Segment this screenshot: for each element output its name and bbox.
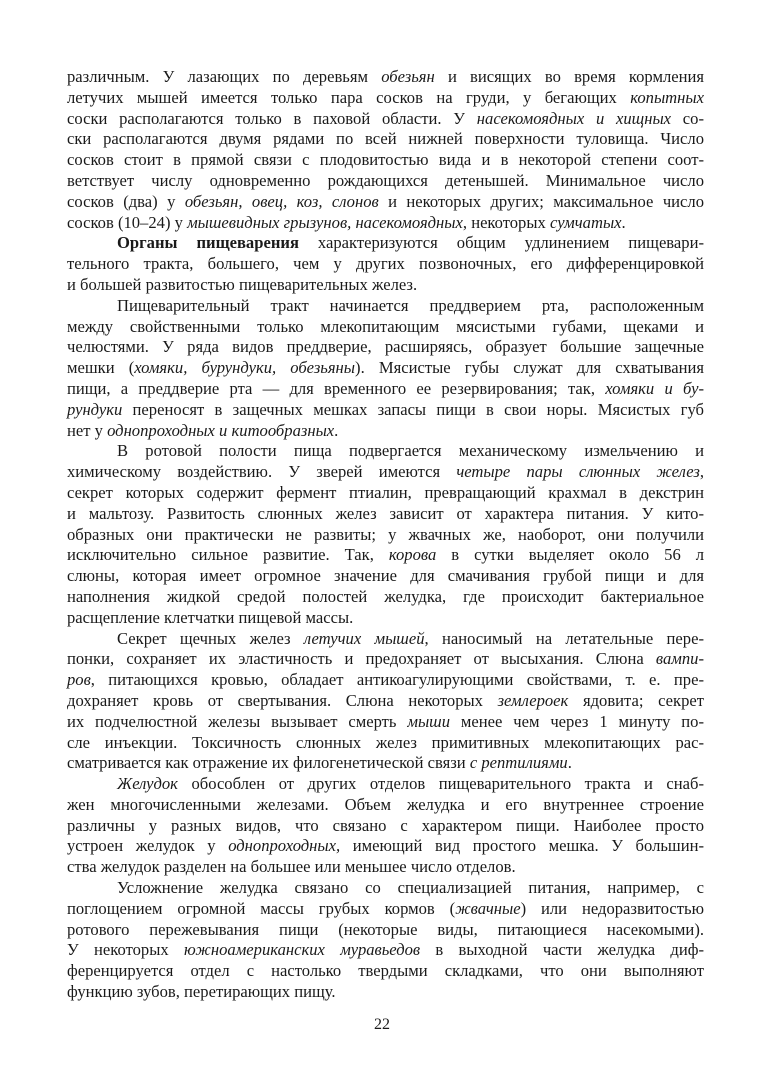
italic-term: мыши [407,711,451,731]
text-run: наполнения жидкой средой полостей желудка, где происходит бактериальное [67,586,704,606]
italic-term: однопроходных и китообразных [107,420,335,440]
italic-term: вампи- [655,649,704,669]
text-line [67,920,704,941]
text-line [67,649,704,670]
text-run: функцию зубов, перетирающих пищу. [67,982,336,1002]
italic-term: однопроходных, [228,836,341,856]
paragraph [67,878,704,1003]
text-line [67,712,704,733]
text-run: Пищеварительный тракт начинается преддверием рта, расположенным [117,295,704,315]
text-line [67,753,704,774]
italic-term: обезьян, овец, коз, слонов [184,191,379,211]
text-run: Усложнение желудка связано со специализацией питания, например, с [117,878,704,898]
text-line [67,587,704,608]
text-line [67,379,704,400]
text-line [67,899,704,920]
text-run: нет у [67,420,108,440]
text-run: ветствует числу одновременно рождающихся детенышей. Минимальное число [67,170,704,190]
text-run: ). Мясистые губы служат для схватывания [355,358,704,378]
text-line [67,462,704,483]
italic-term: мышевидных грызунов, насекомоядных [187,212,463,232]
text-run: образных они практически не развиты; у жвачных же, наоборот, они получили [67,524,704,544]
text-run: поглощением огромной массы грубых кормов ( [67,898,456,918]
text-line [67,317,704,338]
text-run: летучих мышей имеется только пара сосков на груди, у бегающих [67,87,631,107]
text-run: имеющий вид простого мешка. У большин- [340,836,704,856]
text-line [67,733,704,754]
italic-term: землероек [497,690,569,710]
italic-term: рундуки [67,399,123,419]
text-line [67,358,704,379]
text-run: между свойственными только млекопитающим мясистыми губами, щеками и [67,316,704,336]
text-run: , питающихся кровью, обладает антикоагулирующими свойствами, т. е. пре- [90,670,704,690]
text-run: переносят в защечных мешках запасы пищи в свои норы. Мясистых губ [122,399,704,419]
text-line [67,483,704,504]
paragraph [67,296,704,442]
text-run: ядовита; секрет [568,690,704,710]
text-run: и большей развитостью пищеварительных желез. [67,274,418,294]
italic-term: корова [388,545,437,565]
text-run: челюстями. У ряда видов преддверие, расширяясь, образует большие защечные [67,337,704,357]
italic-term: копытных [630,87,704,107]
text-line [67,213,704,234]
italic-term: сумчатых [549,212,622,232]
text-run: характеризуются общим удлинением пищевари- [298,233,704,253]
text-line [67,525,704,546]
text-run: их подчелюстной железы вызывает смерть [67,711,408,731]
text-line [67,233,704,254]
paragraph [67,67,704,233]
italic-term: четыре пары слюнных желез [456,462,700,482]
text-run: Секрет щечных желез [117,628,304,648]
text-run: и мальтозу. Развитость слюнных желез зависит от характера питания. У кито- [67,503,704,523]
text-line [67,857,704,878]
text-run: мешки ( [67,358,135,378]
paragraph [67,441,704,628]
italic-term: хомяки и бу- [605,378,704,398]
text-run: ски располагаются двумя рядами по всей нижней поверхности туловища. Число [67,129,704,149]
text-line [67,836,704,857]
italic-term: хомяки, бурундуки, обезьяны [134,358,356,378]
bold-term: Органы пищеварения [117,233,299,253]
text-line [67,150,704,171]
text-run: понки, сохраняет их эластичность и предохраняет от высыхания. Слюна [67,649,656,669]
text-run: сле инъекции. Токсичность слюнных желез примитивных млекопитающих рас- [67,732,704,752]
text-line [67,296,704,317]
text-line [67,88,704,109]
italic-term: летучих мышей [303,628,425,648]
text-run: менее чем через 1 минуту по- [450,711,704,731]
text-run: . [621,212,626,232]
text-line [67,940,704,961]
italic-term: южноамериканских муравьедов [183,940,421,960]
text-run: , наносимый на летательные пере- [424,628,704,648]
italic-term: насекомоядных и хищных [476,108,672,128]
text-line [67,629,704,650]
text-line [67,441,704,462]
text-line [67,608,704,629]
text-line [67,129,704,150]
text-run: обособлен от других отделов пищеварительного тракта и снаб- [177,774,704,794]
text-run: , некоторых [462,212,550,232]
text-run: исключительно сильное развитие. Так, [67,545,389,565]
text-line [67,691,704,712]
text-line [67,275,704,296]
page-body-text [67,67,704,1003]
text-run: жен многочисленными железами. Объем желудка и его внутреннее строение [67,794,704,814]
text-run: и висящих во время кормления [434,67,704,86]
paragraph [67,629,704,775]
text-line [67,774,704,795]
text-run: расщепление клетчатки пищевой массы. [67,607,354,627]
text-line [67,670,704,691]
text-run: сосков стоит в прямой связи с плодовитостью вида и в некоторой степени соот- [67,150,704,170]
text-run: ) или недоразвитостью [520,898,705,918]
text-run: В ротовой полости пища подвергается механическому измельчению и [117,441,704,461]
text-line [67,67,704,88]
text-run: и некоторых других; максимальное число [378,191,704,211]
text-line [67,109,704,130]
text-line [67,400,704,421]
text-run: в сутки выделяет около 56 л [436,545,704,565]
text-run: секрет которых содержит фермент птиалин, превращающий крахмал в декстрин [67,482,704,502]
text-run: различны у разных видов, что связано с характером пищи. Наиболее просто [67,815,704,835]
text-run: дохраняет кровь от свертывания. Слюна некоторых [67,690,498,710]
text-run: в выходной части желудка диф- [420,940,704,960]
text-line [67,337,704,358]
italic-term: с рептилиями [469,753,568,773]
text-run: устроен желудок у [67,836,229,856]
text-line [67,192,704,213]
paragraph [67,774,704,878]
text-line [67,878,704,899]
text-run: сосков (10–24) у [67,212,188,232]
text-line [67,816,704,837]
text-run: ференцируется отдел с настолько твердыми складками, что они выполняют [67,961,704,981]
italic-term: Желудок [117,774,178,794]
text-run: У некоторых [67,940,184,960]
text-line [67,504,704,525]
text-line [67,795,704,816]
page-number: 22 [374,1016,390,1033]
text-run: химическому воздействию. У зверей имеются [67,462,457,482]
paragraph [67,233,704,295]
text-run: пищи, а преддверие рта — для временного ее резервирования; так, [67,378,606,398]
text-run: различным. У лазающих по деревьям [67,67,382,86]
text-run: со- [671,108,704,128]
text-run: сматривается как отражение их филогенетической связи [67,753,470,773]
text-line [67,566,704,587]
text-line [67,982,704,1003]
text-run: . [334,420,339,440]
text-run: ротового пережевывания пищи (некоторые виды, питающиеся насекомыми). [67,919,704,939]
text-run: слюны, которая имеет огромное значение для смачивания грубой пищи и для [67,566,704,586]
italic-term: жвачные [455,898,521,918]
text-run: . [567,753,572,773]
text-run: тельного тракта, большего, чем у других позвоночных, его дифференцировкой [67,254,704,274]
text-run: , [699,462,705,482]
text-line [67,961,704,982]
italic-term: ров [67,670,91,690]
text-line [67,421,704,442]
text-line [67,171,704,192]
text-line [67,254,704,275]
text-run: сосков (два) у [67,191,185,211]
text-run: ства желудок разделен на большее или меньшее число отделов. [67,857,516,877]
text-run: соски располагаются только в паховой области. У [67,108,477,128]
text-line [67,545,704,566]
italic-term: обезьян [381,67,435,86]
